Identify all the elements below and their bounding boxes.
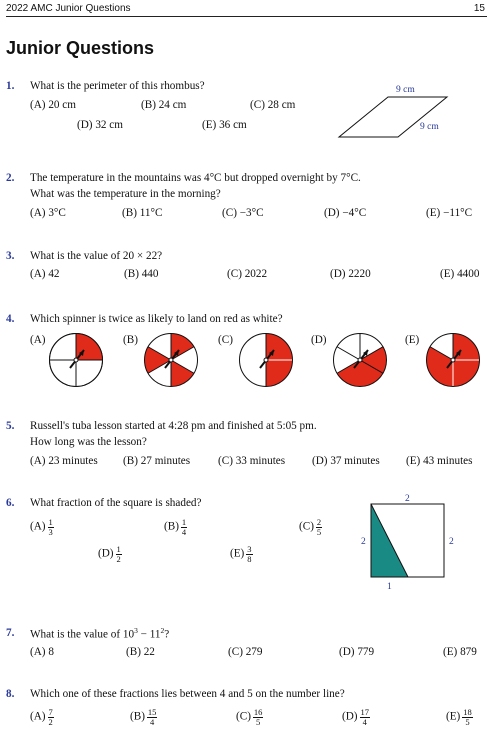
exponent: 3: [134, 626, 138, 635]
option-b[interactable]: [164, 518, 187, 536]
denominator: 4: [362, 716, 367, 727]
text-part: − 11: [137, 628, 161, 641]
question-number: 8.: [6, 688, 15, 700]
denominator: 2: [48, 716, 53, 727]
denominator: 8: [247, 553, 252, 564]
option-b[interactable]: (B) 11°C: [122, 207, 163, 219]
bottom-side-label: 1: [387, 582, 392, 592]
option-d[interactable]: [342, 708, 370, 726]
option-label: (C): [236, 710, 251, 723]
question-text: What is the perimeter of this rhombus?: [30, 80, 205, 92]
option-label: (C): [299, 520, 314, 533]
option-b[interactable]: (B) 440: [124, 268, 159, 280]
question-number: 1.: [6, 80, 15, 92]
left-side-label: 2: [361, 537, 366, 547]
option-e[interactable]: [446, 708, 473, 726]
question-text: What is the value of 20 × 22?: [30, 250, 163, 262]
fraction: [253, 708, 264, 726]
spinner-b[interactable]: [143, 332, 199, 388]
option-e[interactable]: (E) 36 cm: [202, 119, 247, 131]
question-number: 7.: [6, 627, 15, 639]
numerator: 2: [316, 517, 322, 527]
fraction: [246, 545, 252, 563]
question-number: 4.: [6, 313, 15, 325]
top-side-label: 2: [405, 494, 410, 504]
denominator: 4: [181, 526, 187, 537]
section-title: Junior Questions: [6, 38, 155, 58]
option-c[interactable]: (C) 279: [228, 646, 263, 658]
option-label: (A): [30, 520, 46, 533]
spinner-b-label[interactable]: (B): [123, 334, 138, 346]
question-text: [30, 627, 169, 642]
option-b[interactable]: [130, 708, 157, 726]
option-d[interactable]: (D) −4°C: [324, 207, 367, 219]
question-text-line1: Russell's tuba lesson started at 4:28 pm and finished at 5:05 pm.: [30, 420, 317, 432]
option-label: (D): [342, 710, 358, 723]
option-c[interactable]: [236, 708, 263, 726]
option-a[interactable]: (A) 20 cm: [30, 99, 76, 111]
spinner-d-label[interactable]: (D): [311, 334, 327, 346]
page-header: [6, 3, 487, 17]
numerator: 17: [360, 707, 370, 717]
option-c[interactable]: (C) 2022: [227, 268, 268, 280]
square-diagram: [355, 490, 465, 595]
exponent: 2: [160, 626, 165, 635]
option-d[interactable]: (D) 32 cm: [77, 119, 123, 131]
option-c[interactable]: (C) 28 cm: [250, 99, 296, 111]
numerator: 7: [48, 707, 53, 717]
text-part: ?: [164, 628, 170, 641]
option-b[interactable]: (B) 27 minutes: [123, 455, 191, 467]
option-d[interactable]: [98, 545, 122, 563]
right-side-label: 2: [449, 537, 454, 547]
option-a[interactable]: (A) 3°C: [30, 207, 66, 219]
option-label: (A): [30, 710, 46, 723]
option-d[interactable]: (D) 37 minutes: [312, 455, 380, 467]
option-label: (E): [446, 710, 461, 723]
option-e[interactable]: (E) 879: [443, 646, 477, 658]
denominator: 5: [465, 716, 470, 727]
numerator: 15: [147, 707, 157, 717]
spinner-e[interactable]: [425, 332, 481, 388]
rhombus-top-label: 9 cm: [396, 85, 415, 95]
option-b[interactable]: (B) 24 cm: [141, 99, 187, 111]
fraction: [48, 518, 54, 536]
question-number: 2.: [6, 172, 15, 184]
question-text-line1: The temperature in the mountains was 4°C but dropped overnight by 7°C.: [30, 172, 361, 184]
fraction: [181, 518, 187, 536]
page-number: 15: [473, 3, 485, 14]
spinner-d[interactable]: [332, 332, 388, 388]
question-text: What fraction of the square is shaded?: [30, 497, 202, 509]
option-label: (D): [98, 547, 114, 560]
question-number: 5.: [6, 420, 15, 432]
option-a[interactable]: [30, 708, 54, 726]
option-c[interactable]: [299, 518, 322, 536]
question-text-line2: What was the temperature in the morning?: [30, 188, 221, 200]
option-d[interactable]: (D) 779: [339, 646, 375, 658]
numerator: 16: [253, 707, 263, 717]
spinner-c[interactable]: [238, 332, 294, 388]
fraction: [147, 708, 158, 726]
numerator: 3: [247, 544, 252, 554]
denominator: 2: [116, 553, 121, 564]
option-a[interactable]: (A) 42: [30, 268, 60, 280]
rhombus-side-label: 9 cm: [420, 122, 439, 132]
option-c[interactable]: (C) −3°C: [222, 207, 264, 219]
option-e[interactable]: (E) 43 minutes: [406, 455, 473, 467]
spinner-c-label[interactable]: (C): [218, 334, 233, 346]
fraction: [316, 518, 322, 536]
option-e[interactable]: (E) −11°C: [426, 207, 473, 219]
header-title: 2022 AMC Junior Questions: [6, 3, 131, 14]
question-text: Which one of these fractions lies between 4 and 5 on the number line?: [30, 688, 345, 700]
option-label: (B): [130, 710, 145, 723]
numerator: 1: [116, 544, 121, 554]
spinner-a[interactable]: [48, 332, 104, 388]
numerator: 18: [463, 707, 472, 717]
spinner-e-label[interactable]: (E): [405, 334, 420, 346]
question-text: Which spinner is twice as likely to land on red as white?: [30, 313, 283, 325]
rhombus-diagram: [336, 80, 456, 142]
option-e[interactable]: [230, 545, 253, 563]
option-label: (B): [164, 520, 179, 533]
fraction: [360, 708, 371, 726]
denominator: 3: [48, 526, 53, 537]
fraction: [48, 708, 54, 726]
denominator: 4: [150, 716, 155, 727]
option-a[interactable]: (A) 23 minutes: [30, 455, 98, 467]
text-part: What is the value of 10: [30, 628, 135, 641]
numerator: 1: [48, 517, 53, 527]
denominator: 5: [256, 716, 261, 727]
option-label: (E): [230, 547, 245, 560]
option-c[interactable]: (C) 33 minutes: [218, 455, 286, 467]
question-text-line2: How long was the lesson?: [30, 436, 147, 448]
option-e[interactable]: (E) 4400: [440, 268, 480, 280]
question-number: 3.: [6, 250, 15, 262]
numerator: 1: [181, 517, 187, 527]
option-a[interactable]: (A) 8: [30, 646, 54, 658]
fraction: [116, 545, 122, 563]
spinner-a-label[interactable]: (A): [30, 334, 46, 346]
fraction: [462, 708, 473, 726]
option-a[interactable]: [30, 518, 54, 536]
option-d[interactable]: (D) 2220: [330, 268, 371, 280]
question-number: 6.: [6, 497, 15, 509]
option-b[interactable]: (B) 22: [126, 646, 155, 658]
denominator: 5: [316, 526, 322, 537]
